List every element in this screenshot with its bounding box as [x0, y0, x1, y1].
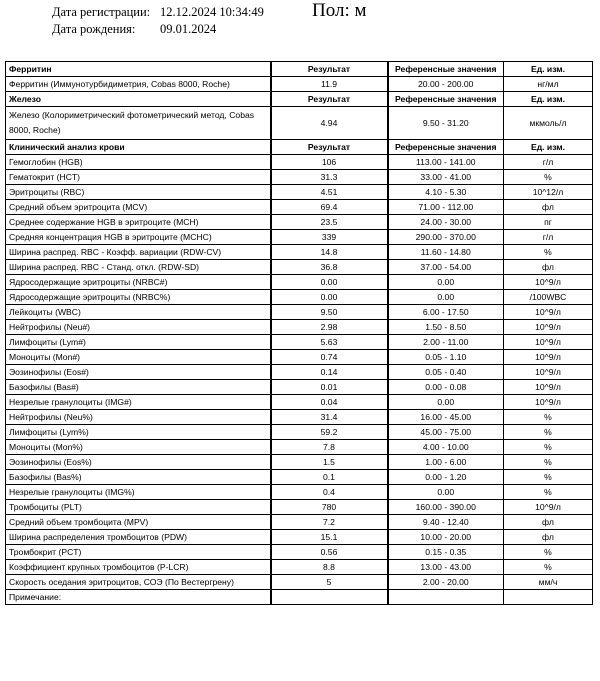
test-reference-range: 1.00 - 6.00	[388, 455, 504, 470]
test-result: 69.4	[271, 200, 388, 215]
test-reference-range: 33.00 - 41.00	[388, 170, 504, 185]
test-reference-range: 6.00 - 17.50	[388, 305, 504, 320]
test-name: Скорость оседания эритроцитов, СОЭ (По Вестергрену)	[6, 575, 271, 590]
table-row	[6, 395, 593, 410]
section-title: Железо	[6, 92, 271, 107]
test-unit: 10^9/л	[504, 500, 593, 515]
test-result: 31.4	[271, 410, 388, 425]
test-name: Лейкоциты (WBC)	[6, 305, 271, 320]
section-header-row	[6, 92, 593, 107]
test-unit: пг	[504, 215, 593, 230]
test-unit: %	[504, 440, 593, 455]
test-reference-range: 0.15 - 0.35	[388, 545, 504, 560]
test-result: 0.04	[271, 395, 388, 410]
table-row	[6, 305, 593, 320]
test-reference-range: 9.40 - 12.40	[388, 515, 504, 530]
test-reference-range: 0.00	[388, 275, 504, 290]
test-result: 106	[271, 155, 388, 170]
test-reference-range: 10.00 - 20.00	[388, 530, 504, 545]
table-row	[6, 275, 593, 290]
test-unit: мкмоль/л	[504, 107, 593, 140]
test-name: Нейтрофилы (Neu%)	[6, 410, 271, 425]
section-title: Клинический анализ крови	[6, 140, 271, 155]
test-result: 7.2	[271, 515, 388, 530]
test-unit: фл	[504, 530, 593, 545]
test-result: 2.98	[271, 320, 388, 335]
test-result: 339	[271, 230, 388, 245]
test-reference-range: 0.00	[388, 290, 504, 305]
table-row	[6, 500, 593, 515]
column-header-unit: Ед. изм.	[504, 92, 593, 107]
test-result: 4.94	[271, 107, 388, 140]
test-reference-range: 20.00 - 200.00	[388, 77, 504, 92]
test-unit: мм/ч	[504, 575, 593, 590]
test-result: 5	[271, 575, 388, 590]
birth-date-label: Дата рождения:	[52, 22, 136, 36]
test-name: Железо (Колориметрический фотометрический метод, Cobas 8000, Roche)	[6, 107, 271, 140]
table-row	[6, 215, 593, 230]
note-cell	[271, 590, 388, 605]
test-unit: 10^9/л	[504, 335, 593, 350]
note-label: Примечание:	[6, 590, 271, 605]
test-unit: %	[504, 470, 593, 485]
test-reference-range: 290.00 - 370.00	[388, 230, 504, 245]
test-reference-range: 2.00 - 20.00	[388, 575, 504, 590]
test-result: 5.63	[271, 335, 388, 350]
test-reference-range: 0.00 - 1.20	[388, 470, 504, 485]
test-unit: 10^12/л	[504, 185, 593, 200]
test-name: Средний объем тромбоцита (MPV)	[6, 515, 271, 530]
test-result: 780	[271, 500, 388, 515]
lab-results-table	[5, 61, 593, 605]
test-name: Гемоглобин (HGB)	[6, 155, 271, 170]
test-result: 1.5	[271, 455, 388, 470]
test-result: 15.1	[271, 530, 388, 545]
table-row	[6, 290, 593, 305]
test-unit: фл	[504, 260, 593, 275]
test-name: Ширина распред. RBC - Коэфф. вариации (RDW-CV)	[6, 245, 271, 260]
table-row	[6, 380, 593, 395]
test-unit: 10^9/л	[504, 365, 593, 380]
test-unit: %	[504, 170, 593, 185]
test-name: Ядросодержащие эритроциты (NRBC%)	[6, 290, 271, 305]
test-name: Среднее содержание HGB в эритроците (MCH)	[6, 215, 271, 230]
column-header-result: Результат	[271, 140, 388, 155]
table-row	[6, 455, 593, 470]
note-row	[6, 590, 593, 605]
test-reference-range: 13.00 - 43.00	[388, 560, 504, 575]
test-result: 0.00	[271, 275, 388, 290]
test-result: 59.2	[271, 425, 388, 440]
test-unit: 10^9/л	[504, 305, 593, 320]
section-title: Ферритин	[6, 62, 271, 77]
test-reference-range: 4.00 - 10.00	[388, 440, 504, 455]
test-unit: %	[504, 455, 593, 470]
test-unit: %	[504, 245, 593, 260]
table-row	[6, 515, 593, 530]
test-unit: 10^9/л	[504, 320, 593, 335]
test-name: Лимфоциты (Lym%)	[6, 425, 271, 440]
table-row	[6, 440, 593, 455]
test-unit: /100WBC	[504, 290, 593, 305]
table-row	[6, 530, 593, 545]
column-header-reference: Референсные значения	[388, 140, 504, 155]
test-reference-range: 71.00 - 112.00	[388, 200, 504, 215]
test-name: Базофилы (Bas#)	[6, 380, 271, 395]
table-row	[6, 410, 593, 425]
test-name: Эозинофилы (Eos#)	[6, 365, 271, 380]
column-header-result: Результат	[271, 62, 388, 77]
test-reference-range: 1.50 - 8.50	[388, 320, 504, 335]
birth-date-value: 09.01.2024	[160, 22, 217, 36]
test-reference-range: 37.00 - 54.00	[388, 260, 504, 275]
section-header-row	[6, 140, 593, 155]
table-row	[6, 200, 593, 215]
column-header-unit: Ед. изм.	[504, 62, 593, 77]
table-row	[6, 470, 593, 485]
section-header-row	[6, 62, 593, 77]
test-unit: 10^9/л	[504, 395, 593, 410]
test-result: 4.51	[271, 185, 388, 200]
registration-date-value: 12.12.2024 10:34:49	[160, 5, 264, 19]
test-reference-range: 0.05 - 1.10	[388, 350, 504, 365]
test-unit: 10^9/л	[504, 275, 593, 290]
column-header-reference: Референсные значения	[388, 62, 504, 77]
table-row	[6, 170, 593, 185]
test-result: 23.5	[271, 215, 388, 230]
test-unit: %	[504, 425, 593, 440]
patient-gender: Пол: м	[312, 0, 367, 21]
test-reference-range: 0.00 - 0.08	[388, 380, 504, 395]
test-name: Эритроциты (RBC)	[6, 185, 271, 200]
table-row	[6, 425, 593, 440]
column-header-unit: Ед. изм.	[504, 140, 593, 155]
table-row	[6, 155, 593, 170]
test-name: Ядросодержащие эритроциты (NRBC#)	[6, 275, 271, 290]
test-unit: %	[504, 485, 593, 500]
test-result: 9.50	[271, 305, 388, 320]
test-result: 0.00	[271, 290, 388, 305]
test-reference-range: 2.00 - 11.00	[388, 335, 504, 350]
table-row	[6, 230, 593, 245]
test-result: 11.9	[271, 77, 388, 92]
table-row	[6, 365, 593, 380]
table-row	[6, 185, 593, 200]
test-result: 0.1	[271, 470, 388, 485]
test-result: 0.56	[271, 545, 388, 560]
test-unit: %	[504, 560, 593, 575]
test-reference-range: 24.00 - 30.00	[388, 215, 504, 230]
table-row	[6, 335, 593, 350]
test-name: Коэффициент крупных тромбоцитов (P-LCR)	[6, 560, 271, 575]
test-name: Моноциты (Mon#)	[6, 350, 271, 365]
test-reference-range: 0.05 - 0.40	[388, 365, 504, 380]
table-row	[6, 77, 593, 92]
test-unit: г/л	[504, 230, 593, 245]
table-row	[6, 545, 593, 560]
test-name: Нейтрофилы (Neu#)	[6, 320, 271, 335]
test-result: 7.8	[271, 440, 388, 455]
test-reference-range: 45.00 - 75.00	[388, 425, 504, 440]
test-result: 36.8	[271, 260, 388, 275]
note-cell	[504, 590, 593, 605]
test-name: Средняя концентрация HGB в эритроците (MCHC)	[6, 230, 271, 245]
table-row	[6, 320, 593, 335]
test-unit: фл	[504, 200, 593, 215]
test-name: Базофилы (Bas%)	[6, 470, 271, 485]
test-result: 14.8	[271, 245, 388, 260]
test-unit: 10^9/л	[504, 380, 593, 395]
test-name: Незрелые гранулоциты (IMG#)	[6, 395, 271, 410]
test-name: Ширина распред. RBC - Станд. откл. (RDW-SD)	[6, 260, 271, 275]
test-name: Лимфоциты (Lym#)	[6, 335, 271, 350]
test-result: 0.01	[271, 380, 388, 395]
lab-results-body	[6, 62, 593, 605]
test-name: Моноциты (Mon%)	[6, 440, 271, 455]
test-unit: г/л	[504, 155, 593, 170]
test-reference-range: 16.00 - 45.00	[388, 410, 504, 425]
note-cell	[388, 590, 504, 605]
test-result: 8.8	[271, 560, 388, 575]
column-header-reference: Референсные значения	[388, 92, 504, 107]
table-row	[6, 350, 593, 365]
test-reference-range: 160.00 - 390.00	[388, 500, 504, 515]
test-name: Ферритин (Иммунотурбидиметрия, Cobas 8000, Roche)	[6, 77, 271, 92]
table-row	[6, 485, 593, 500]
table-row	[6, 260, 593, 275]
test-name: Ширина распределения тромбоцитов (PDW)	[6, 530, 271, 545]
column-header-result: Результат	[271, 92, 388, 107]
test-name: Средний объем эритроцита (MCV)	[6, 200, 271, 215]
test-name: Незрелые гранулоциты (IMG%)	[6, 485, 271, 500]
test-name: Тромбоциты (PLT)	[6, 500, 271, 515]
test-name: Тромбокрит (PCT)	[6, 545, 271, 560]
test-unit: нг/мл	[504, 77, 593, 92]
test-name: Эозинофилы (Eos%)	[6, 455, 271, 470]
table-row	[6, 107, 593, 140]
test-result: 0.14	[271, 365, 388, 380]
test-unit: %	[504, 545, 593, 560]
test-reference-range: 0.00	[388, 395, 504, 410]
test-reference-range: 0.00	[388, 485, 504, 500]
test-reference-range: 9.50 - 31.20	[388, 107, 504, 140]
test-result: 31.3	[271, 170, 388, 185]
table-row	[6, 560, 593, 575]
table-row	[6, 245, 593, 260]
test-reference-range: 113.00 - 141.00	[388, 155, 504, 170]
registration-date-label: Дата регистрации:	[52, 5, 151, 19]
test-result: 0.4	[271, 485, 388, 500]
test-unit: 10^9/л	[504, 350, 593, 365]
test-result: 0.74	[271, 350, 388, 365]
test-reference-range: 11.60 - 14.80	[388, 245, 504, 260]
test-name: Гематокрит (HCT)	[6, 170, 271, 185]
test-unit: фл	[504, 515, 593, 530]
test-reference-range: 4.10 - 5.30	[388, 185, 504, 200]
table-row	[6, 575, 593, 590]
test-unit: %	[504, 410, 593, 425]
